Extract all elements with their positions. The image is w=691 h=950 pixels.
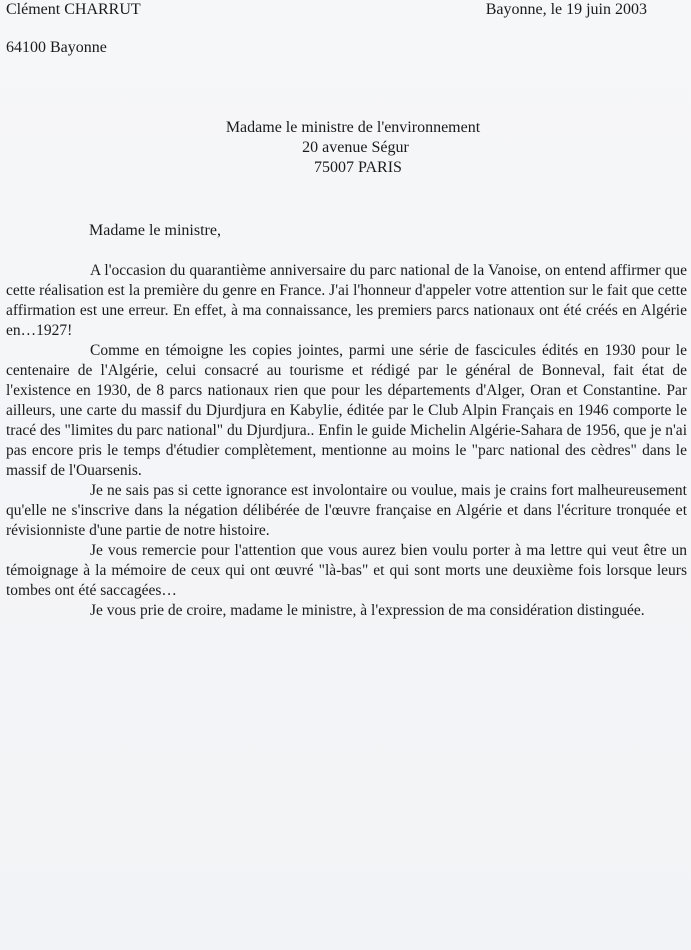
letter-body: [6, 261, 687, 621]
paragraph-5: Je vous prie de croire, madame le ministre, à l'expression de ma considération distinguée.: [90, 602, 645, 619]
recipient-city: 75007 PARIS: [314, 159, 402, 176]
salutation: Madame le ministre,: [89, 222, 221, 239]
place-date: Bayonne, le 19 juin 2003: [485, 1, 647, 18]
recipient-street: 20 avenue Ségur: [302, 139, 409, 156]
recipient-title: Madame le ministre de l'environnement: [225, 119, 481, 136]
sender-city: 64100 Bayonne: [6, 39, 107, 56]
recipient-address: [0, 118, 691, 178]
paragraph-4: Je vous remercie pour l'attention que vous aurez bien voulu porter à ma lettre qui veut être un témoignage à la mémoire de ceux qui ont œuvré "là-bas" et qui sont morts une deuxième fois lorsque leurs tombes ont été saccagées…: [6, 542, 687, 599]
paragraph-2: Comme en témoigne les copies jointes, parmi une série de fascicules édités en 1930 pour le centenaire de l'Algérie, celui consacré au tourisme et rédigé par le général de Bonneval, fait état de l'existence en 1930, de 8 parcs nationaux rien que pour les départements d'Alger, Oran et Constantine. Par ailleurs, une carte du massif du Djurdjura en Kabylie, éditée par le Club Alpin Français en 1946 comporte le tracé des "limites du parc national" du Djurdjura.. Enfin le guide Michelin Algérie-Sahara de 1956, que je n'ai pas encore pris le temps d'étudier complètement, mentionne au moins le "parc national des cèdres" dans le massif de l'Ouarsenis.: [6, 342, 687, 479]
paragraph-3: Je ne sais pas si cette ignorance est involontaire ou voulue, mais je crains fort malheureusement qu'elle ne s'inscrive dans la négation délibérée de l'œuvre française en Algérie et dans l'écriture tronquée et révisionniste d'une partie de notre histoire.: [6, 482, 687, 539]
paragraph-1: A l'occasion du quarantième anniversaire du parc national de la Vanoise, on entend affirmer que cette réalisation est la première du genre en France. J'ai l'honneur d'appeler votre attention sur le fait que cette affirmation est une erreur. En effet, à ma connaissance, les premiers parcs nationaux ont été créés en Algérie en…1927!: [6, 262, 687, 339]
sender-name: Clément CHARRUT: [6, 1, 141, 18]
